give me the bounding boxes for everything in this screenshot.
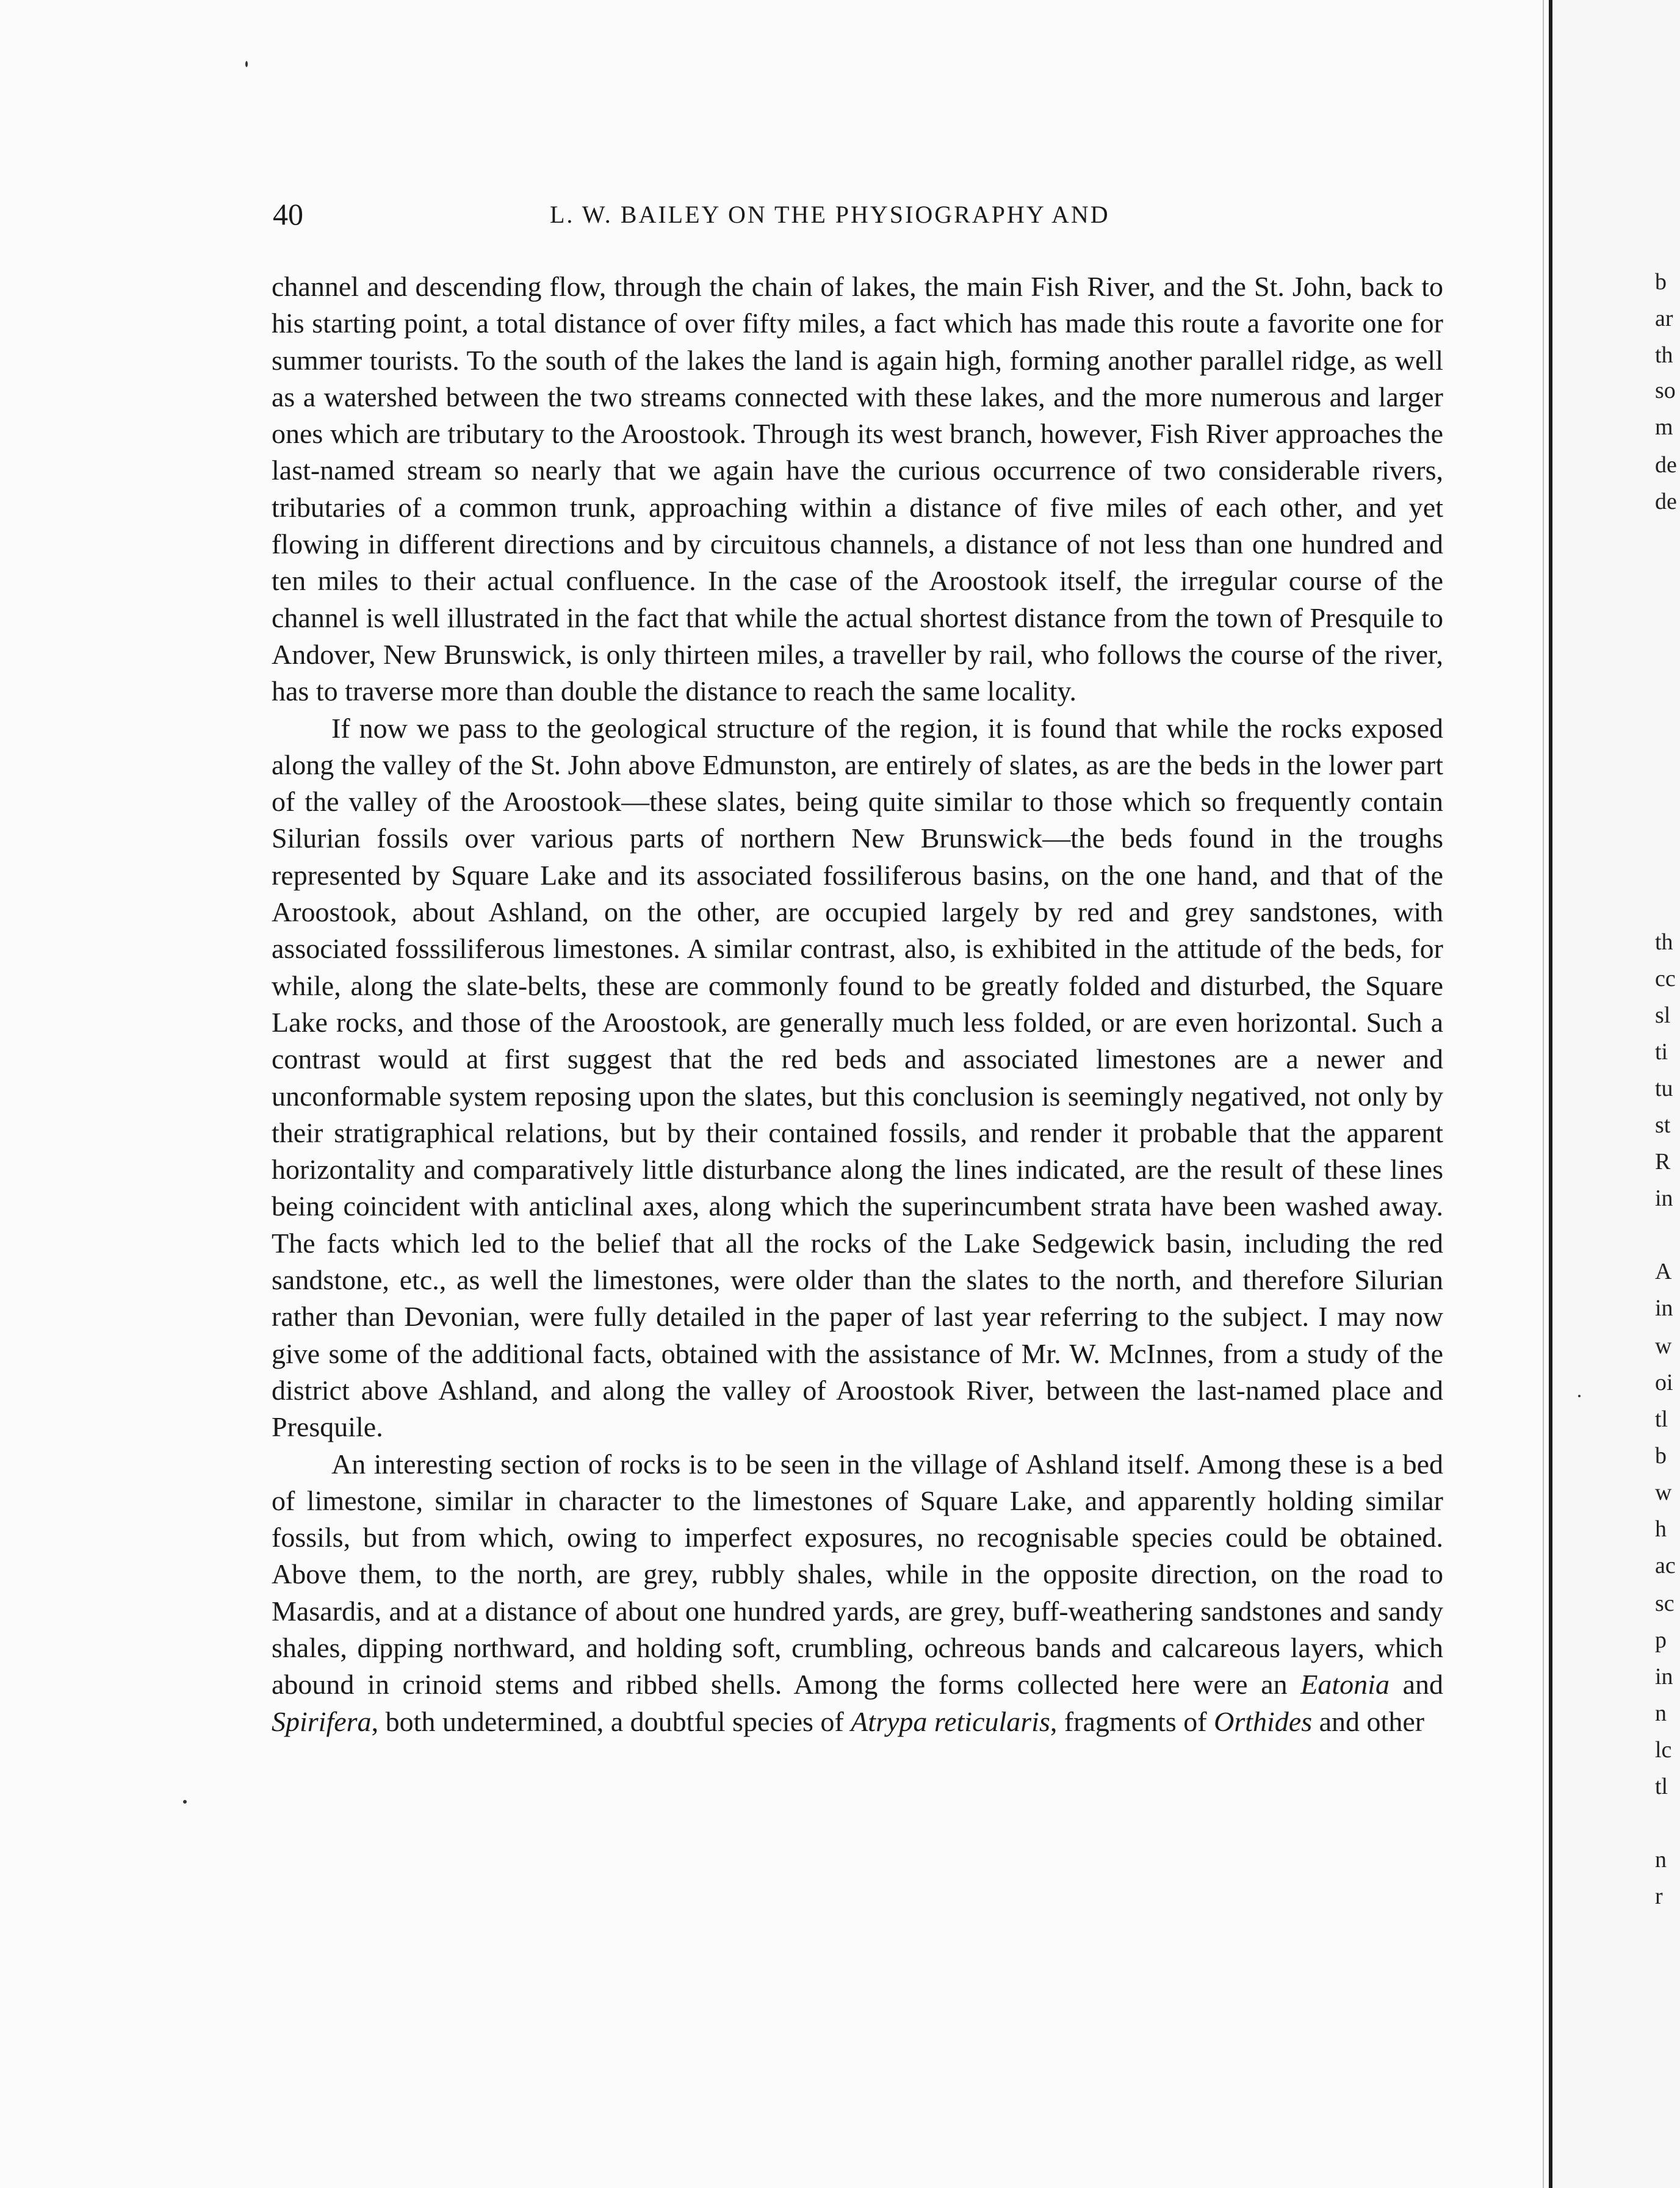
running-title: L. W. BAILEY ON THE PHYSIOGRAPHY AND bbox=[550, 201, 1110, 228]
adjacent-page-fragment: R bbox=[1655, 1149, 1671, 1175]
adjacent-page-fragment: in bbox=[1655, 1664, 1673, 1690]
paragraph-1: channel and descending flow, through the chain of lakes, the main Fish River, and the St. John, back to his starting point, a total distance of over fifty miles, a fact which has made this route a favorite one for summer tourists. To the south of the lakes the land is again high, forming another parallel ridge, as well as a watershed between the two streams connected with these lakes, and the more numerous and larger ones which are tributary to the Aroostook. Through its west branch, however, Fish River approaches the last-named stream so nearly that we again have the curious occurrence of two considerable rivers, tributaries of a common trunk, approaching within a distance of five miles of each other, and yet flowing in different directions and by circuitous channels, a distance of not less than one hundred and ten miles to their actual confluence. In the case of the Aroostook itself, the irregular course of the channel is well illustrated in the fact that while the actual shortest distance from the town of Presquile to Andover, New Brunswick, is only thirteen miles, a traveller by rail, who follows the course of the river, has to traverse more than double the distance to reach the same locality. bbox=[272, 271, 1443, 707]
adjacent-page-fragment: p bbox=[1655, 1627, 1667, 1653]
adjacent-page-fragment: lc bbox=[1655, 1737, 1672, 1763]
adjacent-page-fragment: tl bbox=[1655, 1406, 1668, 1432]
adjacent-page-fragment: b bbox=[1655, 1443, 1667, 1469]
adjacent-page-fragment: de bbox=[1655, 489, 1677, 514]
adjacent-page-fragment: sc bbox=[1655, 1591, 1675, 1616]
adjacent-page-fragment: b bbox=[1655, 269, 1667, 295]
paragraph-3-text-a: An interesting section of rocks is to be seen in the village of Ashland itself. Among these is a bed of limestone, similar in character to the limestones of Square Lake, and apparently holding similar fossils, but from which, owing to imperfect exposures, no recognisable species could be obtained. Above them, to the north, are grey, rubbly shales, while in the opposite direction, on the road to Masardis, and at a distance of about one hundred yards, are grey, buff-weathering sandstones and sandy shales, dipping northward, and holding soft, crumbling, ochreous bands and calcareous layers, which abound in crinoid stems and ribbed shells. Among the forms collected here were an bbox=[272, 1448, 1443, 1700]
adjacent-page-fragment: oi bbox=[1655, 1370, 1673, 1395]
genus-spirifera: Spirifera bbox=[272, 1705, 372, 1737]
adjacent-page-fragment: m bbox=[1655, 414, 1673, 440]
paragraph-3-text-d: , fragments of bbox=[1050, 1705, 1214, 1737]
adjacent-page-fragment: n bbox=[1655, 1700, 1667, 1726]
adjacent-page-fragment: ar bbox=[1655, 306, 1673, 331]
adjacent-page-fragment: so bbox=[1655, 378, 1676, 403]
print-speck bbox=[183, 1800, 187, 1804]
adjacent-page-fragment: n bbox=[1655, 1847, 1667, 1873]
adjacent-page-fragment: de bbox=[1655, 452, 1677, 478]
print-speck bbox=[1578, 1395, 1581, 1397]
adjacent-page-fragment: w bbox=[1655, 1333, 1672, 1359]
adjacent-page-fragment: tu bbox=[1655, 1076, 1673, 1101]
adjacent-page-fragment: ac bbox=[1655, 1553, 1676, 1578]
species-atrypa: Atrypa reticularis bbox=[851, 1705, 1050, 1737]
adjacent-page-fragment: th bbox=[1655, 929, 1673, 955]
adjacent-page-fragment: in bbox=[1655, 1295, 1673, 1321]
genus-eatonia: Eatonia bbox=[1300, 1669, 1390, 1700]
page-number: 40 bbox=[273, 197, 303, 231]
paragraph-3-text-b: and bbox=[1389, 1669, 1444, 1700]
genus-orthides: Orthides bbox=[1214, 1705, 1313, 1737]
print-speck bbox=[245, 61, 248, 67]
adjacent-page-fragment: r bbox=[1655, 1884, 1663, 1909]
adjacent-page-fragment: ti bbox=[1655, 1039, 1668, 1065]
adjacent-page-fragment: cc bbox=[1655, 966, 1676, 991]
paragraph-3 bbox=[272, 1446, 1443, 1740]
adjacent-page-fragment: w bbox=[1655, 1480, 1672, 1505]
paragraph-2: If now we pass to the geological structure of the region, it is found that while the rocks exposed along the valley of the St. John above Edmunston, are entirely of slates, as are the beds in the lower part of the valley of the Aroostook—these slates, being quite similar to those which so frequently contain Silurian fossils over various parts of northern New Brunswick—the beds found in the troughs represented by Square Lake and its associated fossiliferous basins, on the one hand, and that of the Aroostook, about Ashland, on the other, are occupied largely by red and grey sandstones, with associated fosssiliferous limestones. A similar contrast, also, is exhibited in the attitude of the beds, for while, along the slate-belts, these are commonly found to be greatly folded and disturbed, the Square Lake rocks, and those of the Aroostook, are generally much less folded, or are even horizontal. Such a contrast would at first suggest that the red beds and associated limestones are a newer and unconformable system reposing upon the slates, but this conclusion is seemingly negatived, not only by their stratigraphical relations, but by their contained fossils, and render it probable that the apparent horizontality and comparatively little disturbance along the lines indicated, are the result of these lines being coincident with anticlinal axes, along which the superincumbent strata have been washed away. The facts which led to the belief that all the rocks of the Lake Sedgewick basin, including the red sandstone, etc., as well the limestones, were older than the slates to the north, and therefore Silurian rather than Devonian, were fully detailed in the paper of last year referring to the subject. I may now give some of the additional facts, obtained with the assistance of Mr. W. McInnes, from a study of the district above Ashland, and along the valley of Aroostook River, between the last-named place and Presquile. bbox=[272, 712, 1443, 1443]
running-head bbox=[273, 196, 1443, 233]
adjacent-page-fragment: sl bbox=[1655, 1002, 1671, 1028]
adjacent-page-fragment: in bbox=[1655, 1186, 1673, 1211]
article-body bbox=[272, 268, 1443, 1740]
adjacent-page-fragment: A bbox=[1655, 1259, 1672, 1284]
adjacent-page-fragment: tl bbox=[1655, 1774, 1668, 1799]
page-gutter-shadow bbox=[1543, 0, 1544, 2188]
paragraph-3-text-e: and other bbox=[1312, 1705, 1425, 1737]
adjacent-page-fragment: h bbox=[1655, 1516, 1667, 1542]
adjacent-page-fragment: th bbox=[1655, 342, 1673, 368]
paragraph-3-text-c: , both undetermined, a doubtful species of bbox=[371, 1705, 851, 1737]
adjacent-page-fragment: st bbox=[1655, 1112, 1671, 1138]
